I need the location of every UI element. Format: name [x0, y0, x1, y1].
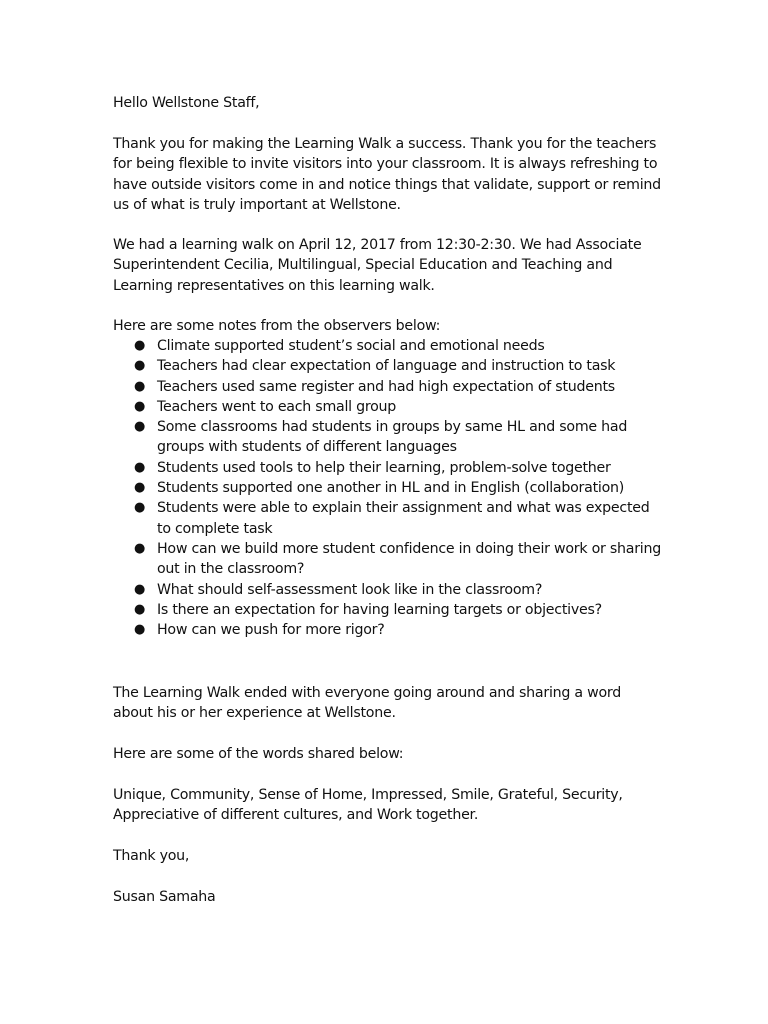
list-item	[113, 580, 663, 600]
list-item	[113, 417, 663, 458]
bullet-icon: ●	[134, 358, 146, 374]
bullet-icon: ●	[134, 540, 146, 556]
bullet-icon: ●	[134, 500, 146, 516]
list-item-text: Climate supported student’s social and emotional needs	[157, 338, 545, 354]
bullet-icon: ●	[134, 581, 146, 597]
greeting: Hello Wellstone Staff,	[113, 95, 260, 111]
list-item-text: How can we push for more rigor?	[157, 622, 385, 639]
bullet-icon: ●	[134, 459, 146, 475]
list-item	[113, 377, 663, 397]
list-item	[113, 600, 663, 620]
words-intro: Here are some of the words shared below:	[113, 746, 404, 762]
thanks-paragraph: Thank you for making the Learning Walk a success. Thank you for the teachers for being flexible to invite visitors into your classroom. It is always refreshing to have outside visitors come in and notice things that validate, support or remind us of what is truly important at Wellstone.	[113, 136, 661, 213]
bullet-icon: ●	[134, 378, 146, 394]
ending-paragraph: The Learning Walk ended with everyone going around and sharing a word about his or her experience at Wellstone.	[113, 685, 621, 722]
signature: Susan Samaha	[113, 889, 216, 905]
list-item	[113, 498, 663, 539]
shared-words-paragraph: Unique, Community, Sense of Home, Impressed, Smile, Grateful, Security, Appreciative of different cultures, and Work together.	[113, 787, 623, 824]
bullet-icon: ●	[134, 419, 146, 435]
list-item	[113, 336, 663, 356]
notes-intro: Here are some notes from the observers below:	[113, 318, 441, 334]
list-item-text: How can we build more student confidence in doing their work or sharing out in the classroom?	[157, 540, 661, 578]
list-item-text: What should self-assessment look like in the classroom?	[157, 581, 543, 598]
list-item	[113, 539, 663, 580]
list-item	[113, 356, 663, 376]
list-item-text: Students supported one another in HL and in English (collaboration)	[157, 480, 625, 497]
list-item-text: Students used tools to help their learning, problem-solve together	[157, 459, 611, 476]
list-item-text: Teachers had clear expectation of language and instruction to task	[157, 358, 616, 375]
list-item	[113, 458, 663, 478]
list-item-text: Some classrooms had students in groups by same HL and some had groups with students of different languages	[157, 419, 628, 456]
list-item	[113, 397, 663, 417]
bullet-icon: ●	[134, 398, 146, 414]
walk-details-paragraph: We had a learning walk on April 12, 2017 from 12:30-2:30. We had Associate Superintendent Cecilia, Multilingual, Special Education and Teaching and Learning representatives on this learning walk.	[113, 237, 642, 294]
observer-notes-list	[113, 336, 663, 640]
bullet-icon: ●	[134, 622, 146, 638]
list-item-text: Teachers went to each small group	[157, 398, 397, 415]
bullet-icon: ●	[134, 480, 146, 496]
bullet-icon: ●	[134, 601, 146, 617]
list-item-text: Students were able to explain their assignment and what was expected to complete task	[157, 500, 650, 537]
bullet-icon: ●	[134, 338, 146, 353]
list-item-text: Teachers used same register and had high expectation of students	[157, 378, 615, 395]
list-item	[113, 620, 663, 640]
closing: Thank you,	[113, 848, 190, 864]
list-item-text: Is there an expectation for having learning targets or objectives?	[157, 601, 602, 618]
list-item	[113, 478, 663, 498]
